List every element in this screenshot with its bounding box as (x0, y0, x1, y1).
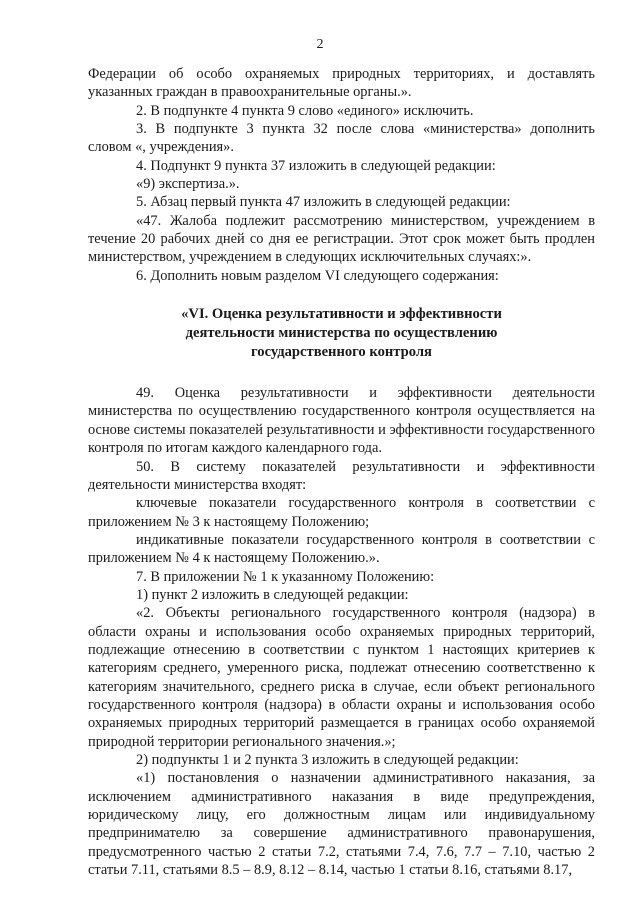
section-heading-line: деятельности министерства по осуществлению (185, 325, 498, 342)
paragraph: «1) постановления о назначении административного наказания, за исключением административного наказания в виде предупреждения, юридическому лицу, его должностным лицам или индивидуальному предпринимателю за совершение административного правонарушения, предусмотренного частью 2 статьи 7.2, статьями 7.4, 7.6, 7.7 – 7.10, частью 2 статьи 7.11, статьями 8.5 – 8.9, 8.12 – 8.14, частью 1 статьи 8.16, статьями 8.17, (88, 770, 595, 879)
section-heading-line: государственного контроля (251, 344, 432, 361)
paragraph: «9) экспертиза.». (136, 176, 240, 193)
paragraph: 50. В систему показателей результативности и эффективности деятельности министерства входят: (88, 458, 595, 493)
paragraph: Федерации об особо охраняемых природных территориях, и доставлять указанных граждан в правоохранительные органы.». (88, 66, 595, 101)
paragraph: «2. Объекты регионального государственного контроля (надзора) в области охраны и использования особо охраняемых природных территорий, подлежащие отнесению в соответствии с пунктом 1 настоящих критериев к категориям среднего, умеренного риска, подлежат отнесению соответственно к категориям значительного, среднего риска в случае, если объект регионального государственного контроля (надзора) в области охраны и использования особо охраняемых природных территорий размещается в границах особо охраняемой природной территории регионального значения.»; (88, 605, 595, 750)
paragraph: 5. Абзац первый пункта 47 изложить в следующей редакции: (136, 194, 511, 211)
paragraph: 6. Дополнить новым разделом VI следующего содержания: (136, 267, 499, 284)
paragraph: 49. Оценка результативности и эффективности деятельности министерства по осуществлению государственного контроля осуществляется на основе системы показателей результативности и эффективности государственного контроля по итогам каждого календарного года. (88, 385, 595, 457)
document-body (88, 65, 595, 879)
paragraph: «47. Жалоба подлежит рассмотрению министерством, учреждением в течение 20 рабочих дней со дня ее регистрации. Этот срок может быть продлен министерством, учреждением в следующих исключительных случаях:». (88, 212, 595, 266)
section-heading-line: «VI. Оценка результативности и эффективности (181, 306, 502, 323)
paragraph: ключевые показатели государственного контроля в соответствии с приложением № 3 к настоящему Положению; (88, 495, 595, 530)
paragraph: 2. В подпункте 4 пункта 9 слово «единого» исключить. (136, 102, 474, 119)
paragraph: 3. В подпункте 3 пункта 32 после слова «министерства» дополнить словом «, учреждения». (88, 121, 595, 156)
paragraph: индикативные показатели государственного контроля в соответствии с приложением № 4 к настоящему Положению.». (88, 531, 595, 567)
paragraph: 7. В приложении № 1 к указанному Положению: (136, 568, 435, 585)
paragraph: 1) пункт 2 изложить в следующей редакции: (136, 586, 409, 603)
page-number: 2 (316, 37, 324, 52)
section-heading (88, 305, 595, 362)
paragraph: 4. Подпункт 9 пункта 37 изложить в следующей редакции: (136, 157, 496, 174)
paragraph: 2) подпункты 1 и 2 пункта 3 изложить в следующей редакции: (136, 752, 519, 768)
